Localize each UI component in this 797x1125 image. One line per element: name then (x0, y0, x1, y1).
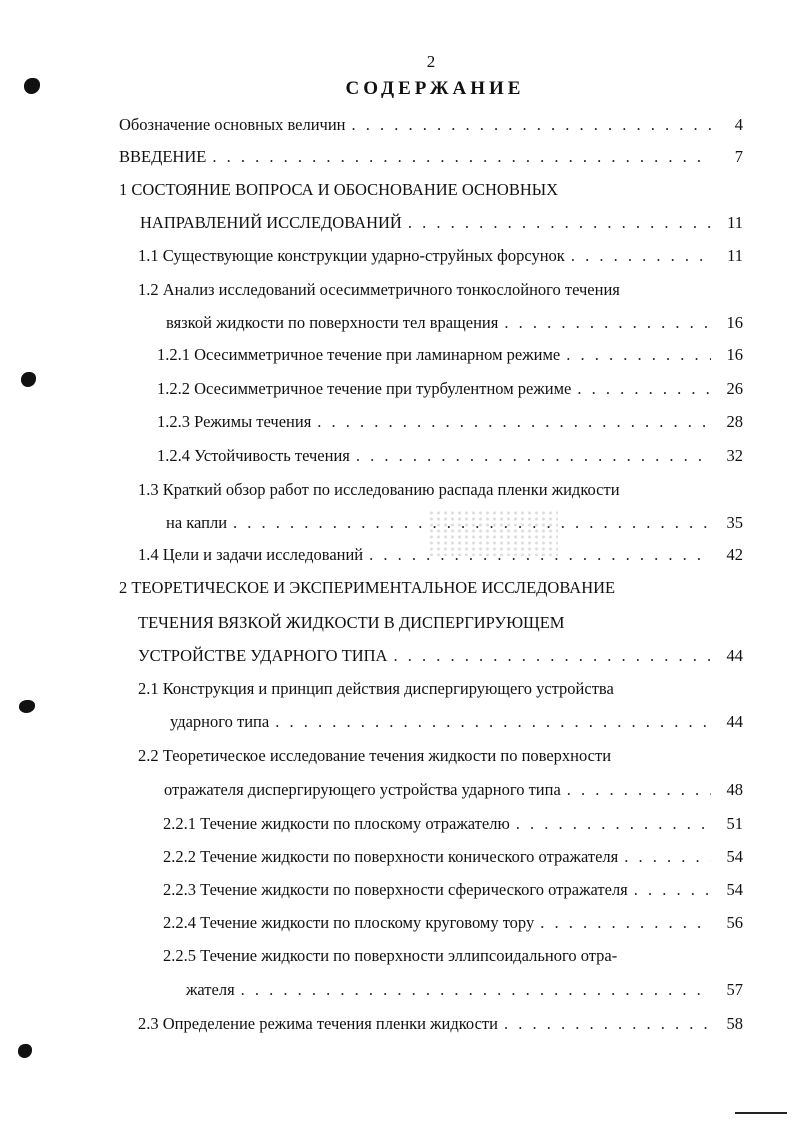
page-number: 2 (426, 52, 436, 71)
toc-entry: УСТРОЙСТВЕ УДАРНОГО ТИПА . . . 44 (138, 646, 743, 668)
toc-entry: ВВЕДЕНИЕ . . . 7 (119, 147, 743, 169)
toc-entry: 1.2.3 Режимы течения . . . 28 (157, 412, 743, 434)
toc-entry: жателя . . . 57 (186, 980, 743, 1002)
toc-entry: ТЕЧЕНИЯ ВЯЗКОЙ ЖИДКОСТИ В ДИСПЕРГИРУЮЩЕМ (138, 613, 565, 632)
toc-entry: 2.2.2 Течение жидкости по поверхности конического отражателя . . . 54 (163, 847, 743, 869)
toc-entry: 1 СОСТОЯНИЕ ВОПРОСА И ОБОСНОВАНИЕ ОСНОВНЫХ (119, 180, 559, 199)
toc-entry: 2.2 Теоретическое исследование течения жидкости по поверхности (138, 746, 612, 765)
toc-entry: 1.2.2 Осесимметричное течение при турбулентном режиме . . . 26 (157, 379, 743, 401)
toc-entry: вязкой жидкости по поверхности тел вращения . . . 16 (166, 313, 743, 335)
toc-entry: Обозначение основных величин . . . 4 (119, 115, 743, 137)
toc-entry: 2.3 Определение режима течения пленки жидкости . . . 58 (138, 1014, 743, 1036)
toc-entry: 1.1 Существующие конструкции ударно-струйных форсунок . . . 11 (138, 246, 743, 268)
toc-entry: 1.2.1 Осесимметричное течение при ламинарном режиме . . . 16 (157, 345, 743, 367)
page-title: СОДЕРЖАНИЕ (345, 78, 525, 99)
toc-entry: 1.2 Анализ исследований осесимметричного тонкослойного течения (138, 280, 620, 299)
toc-entry: 2 ТЕОРЕТИЧЕСКОЕ И ЭКСПЕРИМЕНТАЛЬНОЕ ИССЛЕДОВАНИЕ (119, 578, 616, 597)
footer-rule (735, 1112, 787, 1114)
toc-entry: НАПРАВЛЕНИЙ ИССЛЕДОВАНИЙ . . . 11 (140, 213, 743, 235)
toc-entry: ударного типа . . . 44 (170, 712, 743, 734)
toc-entry: 2.1 Конструкция и принцип действия диспергирующего устройства (138, 679, 614, 698)
toc-entry: на капли . . . 35 (166, 513, 743, 535)
toc-entry: отражателя диспергирующего устройства ударного типа . . . 48 (164, 780, 743, 802)
scan-smudge (428, 510, 558, 556)
toc-entry: 2.2.4 Течение жидкости по плоскому круговому тору . . . 56 (163, 913, 743, 935)
toc-entry: 2.2.3 Течение жидкости по поверхности сферического отражателя . . . 54 (163, 880, 743, 902)
toc-entry: 2.2.1 Течение жидкости по плоскому отражателю . . . 51 (163, 814, 743, 836)
toc-entry: 1.2.4 Устойчивость течения . . . 32 (157, 446, 743, 468)
toc-entry: 1.3 Краткий обзор работ по исследованию распада пленки жидкости (138, 480, 620, 499)
toc-entry: 2.2.5 Течение жидкости по поверхности эллипсоидального отра- (163, 946, 618, 965)
toc-entry: 1.4 Цели и задачи исследований . . . 42 (138, 545, 743, 567)
